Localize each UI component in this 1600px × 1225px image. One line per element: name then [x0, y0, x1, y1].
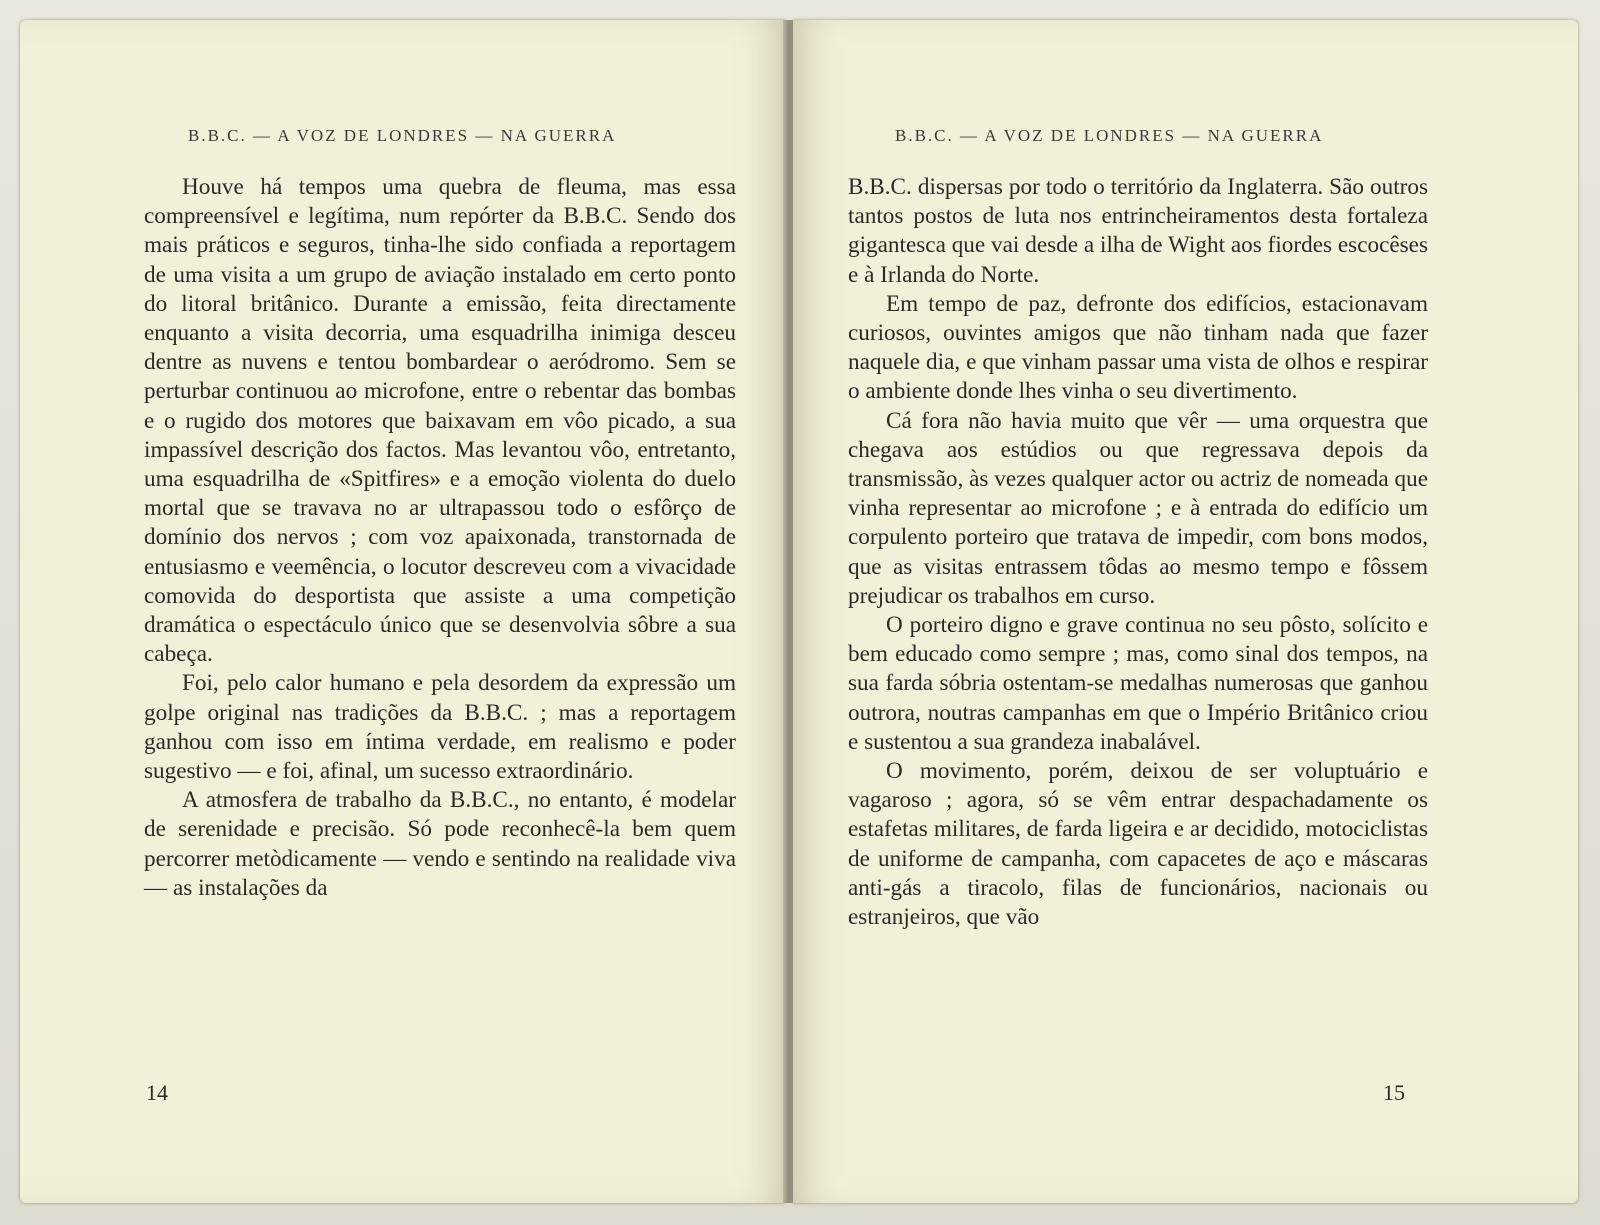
right-body-text: [848, 173, 1428, 932]
left-page: [20, 20, 785, 1203]
right-paragraph-1: Em tempo de paz, defronte dos edifícios, estacionavam curiosos, ouvintes amigos que não tinham nada que fazer naquele dia, e que vinham passar uma vista de olhos e respirar o ambiente donde lhes vinha o seu divertimento.: [848, 290, 1428, 405]
left-paragraph-1: Houve há tempos uma quebra de fleuma, mas essa compreensível e legítima, num repórter da B.B.C. Sendo dos mais práticos e seguros, tinha-lhe sido confiada a reportagem de uma visita a um grupo de aviação instalado em certo ponto do litoral britânico. Durante a emissão, feita directamente enquanto a visita decorria, uma esquadrilha inimiga desceu dentre as nuvens e tentou bombardear o aeródromo. Sem se perturbar continuou ao microfone, entre o rebentar das bombas e o rugido dos motores que baixavam em vôo picado, a sua impassível descrição dos factos. Mas levantou vôo, entretanto, uma esquadrilha de «Spitfires» e a emoção violenta do duelo mortal que se travava no ar ultrapassou todo o esfôrço de domínio dos nervos ; com voz apaixonada, transtornada de entusiasmo e veemência, o locutor descreveu com a vivacidade comovida do desportista que assiste a uma competição dramática o espectáculo único que se desenvolvia sôbre a sua cabeça.: [144, 174, 736, 668]
right-paragraph-3: O porteiro digno e grave continua no seu pôsto, solícito e bem educado como sempre ; mas, como sinal dos tempos, na sua farda sóbria ostentam-se medalhas numerosas que ganhou outrora, noutras campanhas em que o Império Britânico criou e sustentou a sua grandeza inabalável.: [848, 612, 1428, 755]
right-page: [793, 20, 1578, 1203]
left-paragraph-2: Foi, pelo calor humano e pela desordem da expressão um golpe original nas tradições da B.B.C. ; mas a reportagem ganhou com isso em íntima verdade, em realismo e poder sugestivo — e foi, afinal, um sucesso extraordinário.: [144, 670, 736, 785]
right-continued-text: B.B.C. dispersas por todo o território da Inglaterra. São outros tantos postos de luta nos entrincheiramentos desta fortaleza gigantesca que vai desde a ilha de Wight aos fiordes escocêses e à Irlanda do Norte.: [848, 174, 1428, 288]
right-page-number: 15: [1383, 1080, 1405, 1105]
right-running-head: B.B.C. — A VOZ DE LONDRES — NA GUERRA: [895, 126, 1324, 145]
right-paragraph-4: O movimento, porém, deixou de ser voluptuário e vagaroso ; agora, só se vêm entrar despachadamente os estafetas militares, de farda ligeira e ar decidido, motociclistas de uniforme de campanha, com capacetes de aço e máscaras anti-gás a tiracolo, filas de funcionários, nacionais ou estranjeiros, que vão: [848, 758, 1428, 931]
left-paragraph-3: A atmosfera de trabalho da B.B.C., no entanto, é modelar de serenidade e precisão. Só pode reconhecê-la bem quem percorrer metòdicamente — vendo e sentindo na realidade viva — as instalações da: [144, 787, 736, 901]
left-running-head: B.B.C. — A VOZ DE LONDRES — NA GUERRA: [188, 126, 617, 145]
left-page-number: 14: [146, 1080, 168, 1105]
left-body-text: [144, 173, 736, 903]
right-paragraph-2: Cá fora não havia muito que vêr — uma orquestra que chegava aos estúdios ou que regressava depois da transmissão, às vezes qualquer actor ou actriz de nomeada que vinha representar ao microfone ; e à entrada do edifício um corpulento porteiro que tratava de impedir, com bons modos, que as visitas entrassem tôdas ao mesmo tempo e fôssem prejudicar os trabalhos em curso.: [848, 407, 1428, 609]
